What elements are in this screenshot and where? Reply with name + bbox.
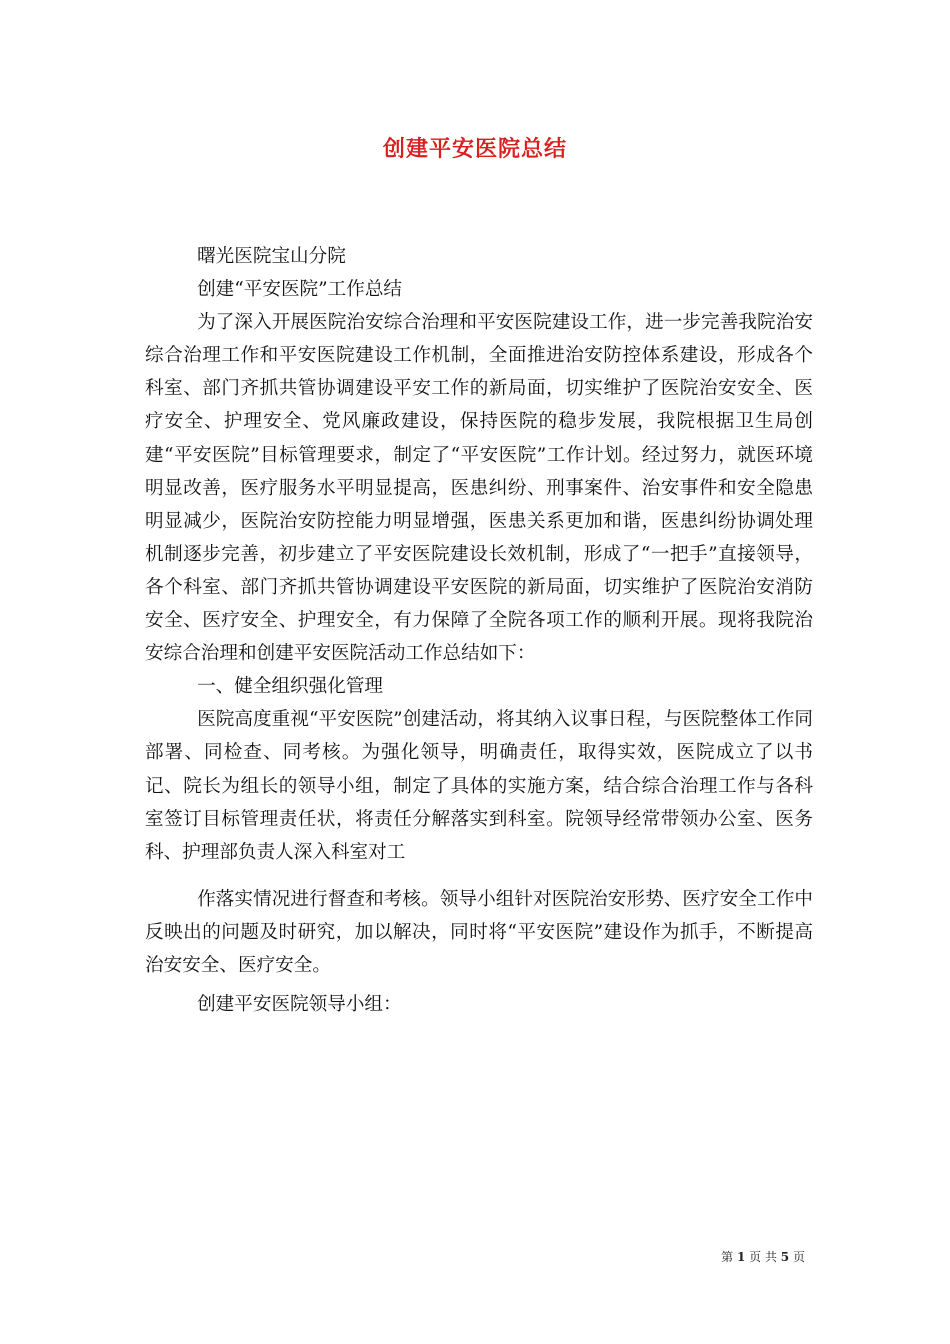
footer-current-page: 1: [736, 1250, 746, 1264]
document-title: 创建平安医院总结: [382, 136, 567, 162]
footer-total-pages: 5: [780, 1250, 790, 1264]
footer-prefix: 第: [721, 1250, 734, 1264]
paragraph-section-1: 医院高度重视“平安医院”创建活动，将其纳入议事日程，与医院整体工作同部署、同检查、同考核。为强化领导，明确责任，取得实效，医院成立了以书记、院长为组长的领导小组，制定了具体的实施方案，结合综合治理工作与各科室签订目标管理责任状，将责任分解落实到科室。院领导经常带领办公室、医务科、护理部负责人深入科室对工: [145, 709, 813, 863]
paragraph-intro: 为了深入开展医院治安综合治理和平安医院建设工作，进一步完善我院治安综合治理工作和平安医院建设工作机制，全面推进治安防控体系建设，形成各个科室、部门齐抓共管协调建设平安工作的新局面，切实维护了医院治安安全、医疗安全、护理安全、党风廉政建设，保持医院的稳步发展，我院根据卫生局创建“平安医院”目标管理要求，制定了“平安医院”工作计划。经过努力，就医环境明显改善，医疗服务水平明显提高，医患纠纷、刑事案件、治安事件和安全隐患明显减少，医院治安防控能力明显增强，医患关系更加和谐，医患纠纷协调处理机制逐步完善，初步建立了平安医院建设长效机制，形成了“一把手”直接领导，各个科室、部门齐抓共管协调建设平安医院的新局面，切实维护了医院治安消防安全、医疗安全、护理安全，有力保障了全院各项工作的顺利开展。现将我院治安综合治理和创建平安医院活动工作总结如下：: [145, 312, 813, 665]
paragraph-leadership-group: 创建平安医院领导小组：: [197, 994, 402, 1016]
section-heading-1: 一、健全组织强化管理: [197, 676, 384, 698]
document-body: [145, 240, 813, 1021]
paragraph-subtitle: 创建“平安医院”工作总结: [197, 279, 403, 301]
paragraph-hospital-name: 曙光医院宝山分院: [197, 246, 346, 267]
paragraph-section-1-cont: 作落实情况进行督查和考核。领导小组针对医院治安形势、医疗安全工作中反映出的问题及时研究，加以解决，同时将“平安医院”建设作为抓手，不断提高治安安全、医疗安全。: [145, 888, 813, 976]
page-number-footer: [721, 1248, 805, 1265]
footer-middle: 页 共: [749, 1250, 777, 1264]
footer-suffix: 页: [792, 1250, 805, 1264]
